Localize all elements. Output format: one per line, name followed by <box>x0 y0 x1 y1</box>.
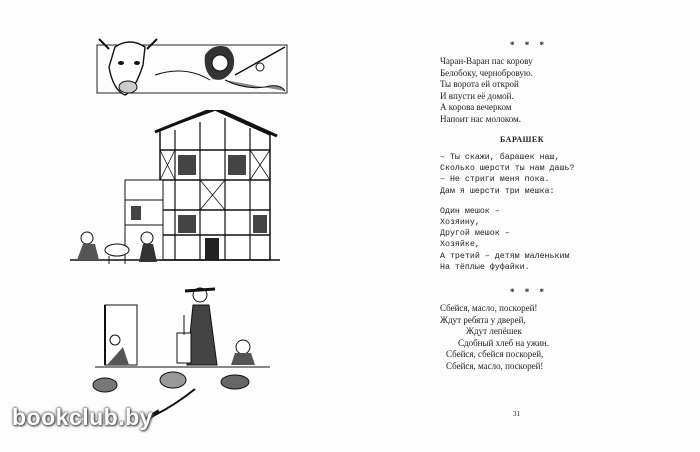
poem-line: Хозяйке, <box>440 240 480 250</box>
poem-line: Хозяину, <box>440 218 480 228</box>
poem-butter <box>440 303 640 372</box>
section-stars: * * * <box>510 40 548 50</box>
poem-line: Белобоку, чернобровую. <box>440 67 533 78</box>
poem-line: А третий – детям маленьким <box>440 251 570 261</box>
poem-line: Один мешок – <box>440 206 500 216</box>
poem-cow <box>440 56 640 125</box>
poem-line: Другой мешок – <box>440 229 510 239</box>
poem-title: БАРАШЕК <box>500 135 545 144</box>
poem-line: Ждут лепёшек <box>466 326 522 337</box>
poem-line: Ты ворота ей открой <box>440 79 519 89</box>
watermark: bookclub.by <box>12 404 153 430</box>
poem-line: Сбейся, масло, поскорей! <box>440 303 538 314</box>
page-number: 31 <box>513 410 520 418</box>
poem-lamb <box>440 152 640 273</box>
illustrations-column <box>60 30 300 420</box>
poem-line: На тёплые фуфайки. <box>440 262 530 272</box>
cow-woman-illustration <box>95 35 290 105</box>
poem-line: Дам я шерсти три мешка: <box>440 186 555 196</box>
poem-line: Сдобный хлеб на ужин. <box>458 337 549 348</box>
poem-line: Напоит нас молоком. <box>440 113 522 124</box>
poem-line: Сколько шерсти ты нам дашь? <box>440 164 575 174</box>
house-illustration <box>65 110 290 290</box>
poem-line: Ждут ребята у дверей, <box>440 314 526 325</box>
poem-line: Чаран-Варан пас корову <box>440 56 533 66</box>
poem-line: Сбейся, масло, поскорей! <box>446 360 544 371</box>
poem-line: А корова вечерком <box>440 102 512 112</box>
poem-line: – Ты скажи, барашек наш, <box>440 153 560 162</box>
poem-line: И впусти её домой. <box>440 90 514 101</box>
section-stars: * * * <box>510 287 548 298</box>
poem-line: Сбейся, сбейся поскорей, <box>446 349 544 360</box>
poem-line: – Не стриги меня пока. <box>440 175 550 185</box>
poems-column <box>440 40 640 372</box>
